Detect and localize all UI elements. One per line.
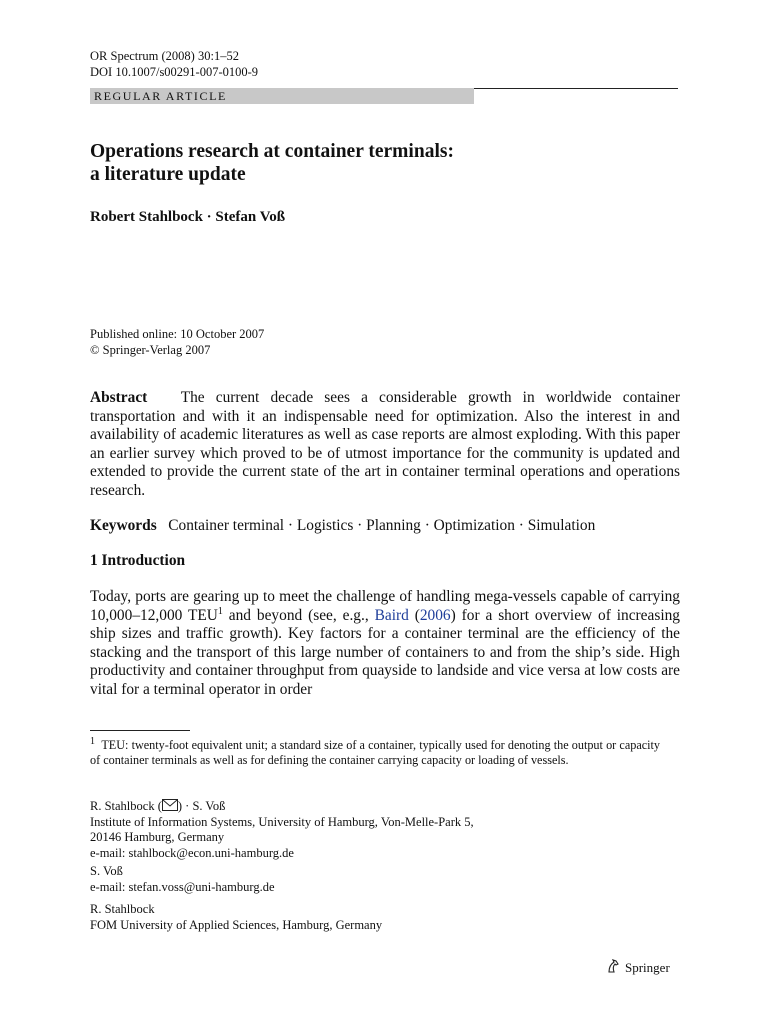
published-date: Published online: 10 October 2007 (90, 327, 265, 341)
affiliation-1-email[interactable]: e-mail: stahlbock@econ.uni-hamburg.de (90, 845, 294, 860)
authors: Robert Stahlbock · Stefan Voß (90, 209, 286, 225)
affiliation-3-institute: FOM University of Applied Sciences, Hamburg, Germany (90, 917, 383, 932)
title-line-1: Operations research at container terminals: (90, 141, 454, 162)
citation-author-link[interactable]: Baird (374, 606, 409, 624)
intro-text-c: ) for a short overview of increasing ship sizes and traffic growth). Key factors for a container terminal are the efficiency of the stacking and the transport of this large number of containers to and from the ship’s side. High productivity and container throughput from quayside to landside and vice versa at low costs are vital for a terminal operator in order (90, 606, 680, 698)
article-type-label: REGULAR ARTICLE (94, 89, 227, 103)
citation-year-link[interactable]: 2006 (419, 606, 451, 624)
footnote-mark: 1 (90, 735, 95, 747)
title-line-2: a literature update (90, 164, 246, 185)
footnote-text: TEU: twenty-foot equivalent unit; a standard size of a container, typically used for denoting the output or capacity of container terminals as well as for defining the container carrying capacity or loading of vessels. (90, 738, 661, 767)
paper-title (90, 140, 680, 186)
keywords (90, 517, 680, 536)
coauthor-name: ) · S. Voß (177, 799, 226, 813)
affiliation-2-email[interactable]: e-mail: stefan.voss@uni-hamburg.de (90, 879, 275, 894)
abstract-label: Abstract (90, 389, 148, 406)
affiliation-2 (90, 864, 275, 895)
affiliation-1-city: 20146 Hamburg, Germany (90, 830, 225, 844)
envelope-icon (162, 799, 178, 811)
abstract-text: The current decade sees a considerable growth in worldwide container transportation and with it an indispensable need for optimization. Also the interest in and availability of academic literatures as well as case reports are almost exploding. With this paper an earlier survey which proved to be of utmost importance for the community is updated and extended to provide the current state of the art in container terminal operations and operations research. (90, 389, 681, 499)
doi: DOI 10.1007/s00291-007-0100-9 (90, 65, 259, 79)
footnote-ref[interactable]: 1 (217, 605, 223, 617)
footnote (90, 735, 661, 768)
keywords-label: Keywords (90, 517, 157, 534)
affiliation-3 (90, 902, 382, 933)
keywords-text: Container terminal · Logistics · Planning · Optimization · Simulation (168, 517, 596, 534)
author-name: R. Stahlbock ( (90, 799, 162, 813)
section-heading: 1 Introduction (90, 552, 186, 569)
affiliation-1 (90, 799, 474, 861)
intro-text-a: Today, ports are gearing up to meet the challenge of handling mega-vessels capable of carrying 10,000–12,000 TEU (90, 588, 680, 624)
publisher-mark (605, 958, 670, 978)
publisher-name: Springer (625, 960, 670, 975)
springer-horse-icon (605, 958, 621, 978)
copyright: © Springer-Verlag 2007 (90, 343, 211, 357)
footnote-rule (90, 730, 190, 731)
introduction-paragraph (90, 588, 680, 699)
journal-citation: OR Spectrum (2008) 30:1–52 (90, 49, 239, 63)
citation-open: ( (408, 606, 420, 624)
abstract (90, 389, 680, 500)
affiliation-2-name: S. Voß (90, 864, 123, 878)
affiliation-1-names (90, 799, 474, 815)
header-rule (474, 88, 678, 89)
intro-text-b: and beyond (see, e.g., (222, 606, 375, 624)
affiliation-3-name: R. Stahlbock (90, 902, 155, 916)
affiliation-1-institute: Institute of Information Systems, University of Hamburg, Von-Melle-Park 5, (90, 814, 474, 829)
